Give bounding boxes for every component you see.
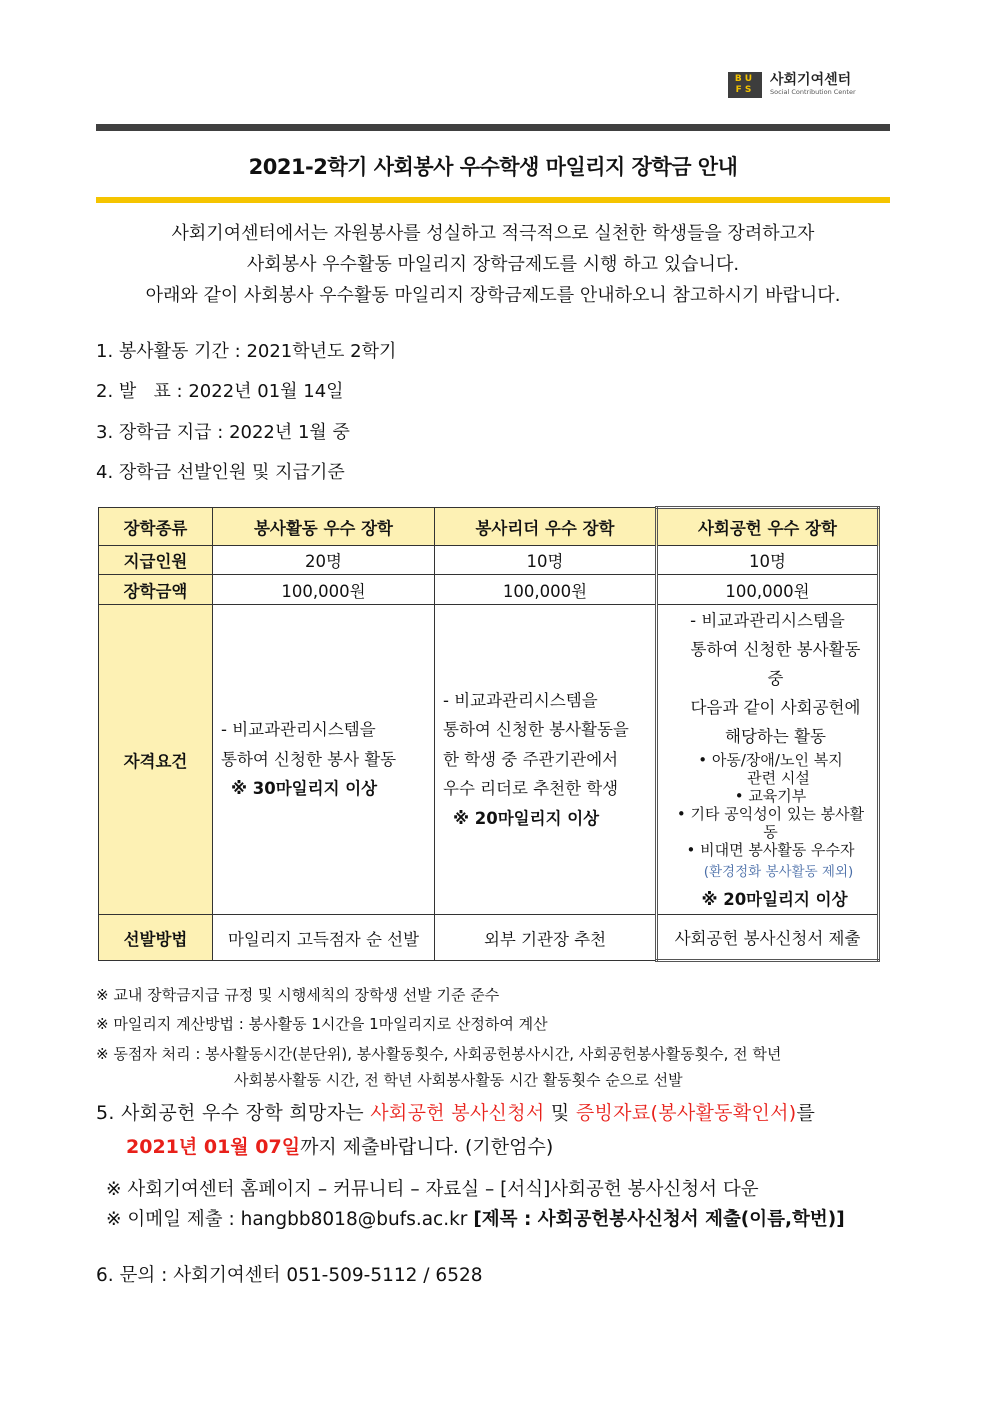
evidence-highlight: 증빙자료(봉사활동확인서) [575, 1102, 797, 1124]
qual-line: 통하여 신청한 봉사 활동 [221, 749, 397, 769]
section5-line2 [126, 1132, 553, 1159]
table-row [99, 546, 879, 575]
qual-line: 통하여 신청한 봉사활동을 [443, 720, 629, 740]
label-method: 선발방법 [99, 915, 213, 961]
qual-line: 통하여 신청한 봉사활동 중 [690, 639, 861, 688]
section5-line1 [96, 1098, 815, 1125]
logo-mark-top: BU [734, 74, 756, 84]
qual-line: - 비교과관리시스템을 [690, 610, 845, 630]
note-calculation: ※ 마일리지 계산방법 : 봉사활동 1시간을 1마일리지로 산정하여 계산 [96, 1015, 548, 1033]
text: 5. 사회공헌 우수 장학 희망자는 [96, 1102, 371, 1124]
qualification-social [657, 605, 879, 915]
title-underline [96, 197, 890, 203]
text: 및 [544, 1102, 576, 1124]
qual-line: 해당하는 활동 [725, 726, 826, 746]
scholarship-table [98, 506, 880, 962]
method-cell: 사회공헌 봉사신청서 제출 [657, 915, 879, 961]
intro-line: 사회봉사 우수활동 마일리지 장학금제도를 시행 하고 있습니다. [246, 254, 740, 275]
item-period: 1. 봉사활동 기간 : 2021학년도 2학기 [96, 341, 397, 362]
intro-paragraph [96, 218, 890, 311]
amount-cell: 100,000원 [213, 575, 435, 605]
table-row [99, 605, 879, 915]
table-row [99, 575, 879, 605]
header-volunteer: 봉사활동 우수 장학 [213, 508, 435, 546]
page-title: 2021-2학기 사회봉사 우수학생 마일리지 장학금 안내 [248, 155, 738, 179]
qual-line: 다음과 같이 사회공헌에 [690, 697, 861, 717]
label-qualification: 자격요건 [99, 605, 213, 915]
reference-download: ※ 사회기여센터 홈페이지 – 커뮤니티 – 자료실 – [서식]사회공헌 봉사신청서 다운 [106, 1179, 759, 1200]
qual-bullet: • 비대면 봉사활동 우수자 [686, 840, 855, 859]
qual-bullet: 관련 시설 [747, 768, 810, 787]
table-row [99, 915, 879, 961]
contact-info: 6. 문의 : 사회기여센터 051-509-5112 / 6528 [96, 1265, 483, 1286]
qual-requirement: ※ 20마일리지 이상 [701, 889, 848, 909]
note-tiebreak: ※ 동점자 처리 : 봉사활동시간(분단위), 봉사활동횟수, 사회공헌봉사시간, 사회공헌봉사활동횟수, 전 학년 [96, 1045, 782, 1063]
label-amount: 장학금액 [99, 575, 213, 605]
qual-requirement: ※ 30마일리지 이상 [231, 779, 378, 799]
note-rule: ※ 교내 장학금지급 규정 및 시행세칙의 장학생 선발 기준 준수 [96, 986, 500, 1004]
intro-line: 사회기여센터에서는 자원봉사를 성실하고 적극적으로 실천한 학생들을 장려하고자 [171, 223, 815, 244]
qual-requirement: ※ 20마일리지 이상 [453, 808, 600, 828]
reference-email [106, 1205, 845, 1231]
header-type: 장학종류 [99, 508, 213, 546]
count-cell: 20명 [213, 546, 435, 575]
logo-name-en: Social Contribution Center [770, 88, 856, 96]
method-cell: 외부 기관장 추천 [435, 915, 657, 961]
email-subject: [제목 : 사회공헌봉사신청서 제출(이름,학번)] [473, 1209, 845, 1230]
qual-line: - 비교과관리시스템을 [221, 720, 376, 740]
logo-mark-bottom: FS [735, 85, 755, 95]
item-criteria: 4. 장학금 선발인원 및 지급기준 [96, 462, 345, 483]
qual-line: - 비교과관리시스템을 [443, 690, 598, 710]
note-tiebreak-cont: 사회봉사활동 시간, 전 학년 사회봉사활동 시간 활동횟수 순으로 선발 [234, 1071, 683, 1089]
text: 까지 제출바랍니다. (기한엄수) [300, 1136, 554, 1158]
header-leader: 봉사리더 우수 장학 [435, 508, 657, 546]
qual-bullet: • 기타 공익성이 있는 봉사활동 [676, 804, 865, 841]
amount-cell: 100,000원 [657, 575, 879, 605]
label-count: 지급인원 [99, 546, 213, 575]
qual-line: 한 학생 중 주관기관에서 [443, 749, 619, 769]
qual-bullet: • 교육기부 [734, 786, 807, 805]
email-text: ※ 이메일 제출 : hangbb8018@bufs.ac.kr [106, 1209, 474, 1230]
qualification-volunteer [213, 605, 435, 915]
form-name-highlight: 사회공헌 봉사신청서 [370, 1102, 545, 1124]
method-cell: 마일리지 고득점자 순 선발 [213, 915, 435, 961]
amount-cell: 100,000원 [435, 575, 657, 605]
header-social: 사회공헌 우수 장학 [657, 508, 879, 546]
item-payment: 3. 장학금 지급 : 2022년 1월 중 [96, 422, 350, 443]
qual-exclusion: (환경정화 봉사활동 제외) [703, 863, 854, 880]
center-logo [728, 72, 856, 98]
item-announcement: 2. 발 표 : 2022년 01월 14일 [96, 381, 344, 402]
intro-line: 아래와 같이 사회봉사 우수활동 마일리지 장학금제도를 안내하오니 참고하시기 바랍니다. [145, 285, 841, 306]
qual-bullet: • 아동/장애/노인 복지 [698, 750, 843, 769]
deadline-date: 2021년 01월 07일 [126, 1136, 301, 1158]
top-divider [96, 124, 890, 131]
count-cell: 10명 [435, 546, 657, 575]
text: 를 [796, 1102, 816, 1124]
count-cell: 10명 [657, 546, 879, 575]
logo-mark [728, 72, 762, 98]
table-row [99, 508, 879, 546]
logo-name-ko: 사회기여센터 [770, 72, 852, 88]
qualification-leader [435, 605, 657, 915]
qual-line: 우수 리더로 추천한 학생 [443, 779, 619, 799]
